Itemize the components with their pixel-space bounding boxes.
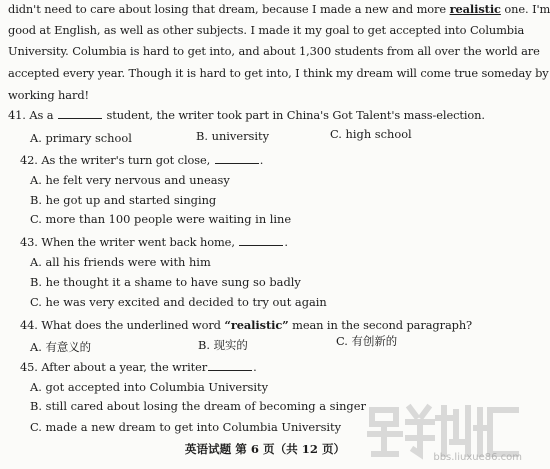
q41-option-b: B. university	[196, 129, 270, 143]
answer-blank	[58, 110, 102, 119]
passage-line-2: good at English, as well as other subjects. I made it my goal to get accepted into Columbia	[8, 23, 525, 37]
q43-option-a: A. all his friends were with him	[30, 255, 211, 269]
question-41	[8, 108, 485, 122]
passage-text: one. I'm	[500, 2, 550, 16]
question-text: mean in the second paragraph?	[288, 318, 473, 332]
page-footer: 英语试题 第 6 页（共 12 页）	[184, 442, 346, 456]
question-text: .	[284, 235, 288, 249]
q41-option-a: A. primary school	[30, 131, 132, 145]
q42-option-b: B. he got up and started singing	[30, 193, 217, 207]
q44-option-b: B. 现实的	[198, 338, 248, 352]
underlined-word-realistic: realistic	[449, 2, 501, 16]
q45-option-a: A. got accepted into Columbia University	[30, 380, 269, 394]
question-44	[20, 318, 472, 332]
passage-text: didn't need to care about losing that dream, because I made a new and more	[8, 2, 450, 16]
passage-line-5: working hard!	[8, 88, 89, 102]
question-text: student, the writer took part in China's Got Talent's mass-election.	[102, 108, 485, 122]
question-text: 44. What does the underlined word	[20, 318, 225, 332]
passage-line-4: accepted every year. Though it is hard to get into, I think my dream will come true someday by	[8, 66, 549, 80]
q42-option-c: C. more than 100 people were waiting in line	[30, 212, 292, 226]
question-45	[20, 360, 257, 374]
question-text: 45. After about a year, the writer	[20, 360, 208, 374]
question-text: 42. As the writer's turn got close,	[20, 153, 214, 167]
q44-option-c: C. 有创新的	[336, 334, 398, 348]
quoted-word-realistic: “realistic”	[224, 318, 289, 332]
passage-line-1	[8, 2, 550, 16]
question-text: .	[253, 360, 257, 374]
answer-blank	[215, 155, 259, 164]
watermark-url: bbs.liuxue86.com	[433, 452, 522, 463]
passage-line-3: University. Columbia is hard to get into, and about 1,300 students from all over the world are	[8, 44, 540, 58]
q45-option-b: B. still cared about losing the dream of becoming a singer	[30, 399, 366, 413]
q43-option-c: C. he was very excited and decided to try out again	[30, 295, 327, 309]
q45-option-c: C. made a new dream to get into Columbia University	[30, 420, 342, 434]
q42-option-a: A. he felt very nervous and uneasy	[30, 173, 230, 187]
question-text: .	[259, 153, 264, 167]
answer-blank	[208, 362, 252, 371]
question-43	[20, 235, 288, 249]
q41-option-c: C. high school	[330, 127, 412, 141]
answer-blank	[239, 237, 283, 246]
question-text: 41. As a	[8, 108, 57, 122]
q43-option-b: B. he thought it a shame to have sung so badly	[30, 275, 301, 289]
question-text: 43. When the writer went back home,	[20, 235, 239, 249]
q44-option-a: A. 有意义的	[30, 340, 92, 354]
question-42	[20, 153, 263, 167]
